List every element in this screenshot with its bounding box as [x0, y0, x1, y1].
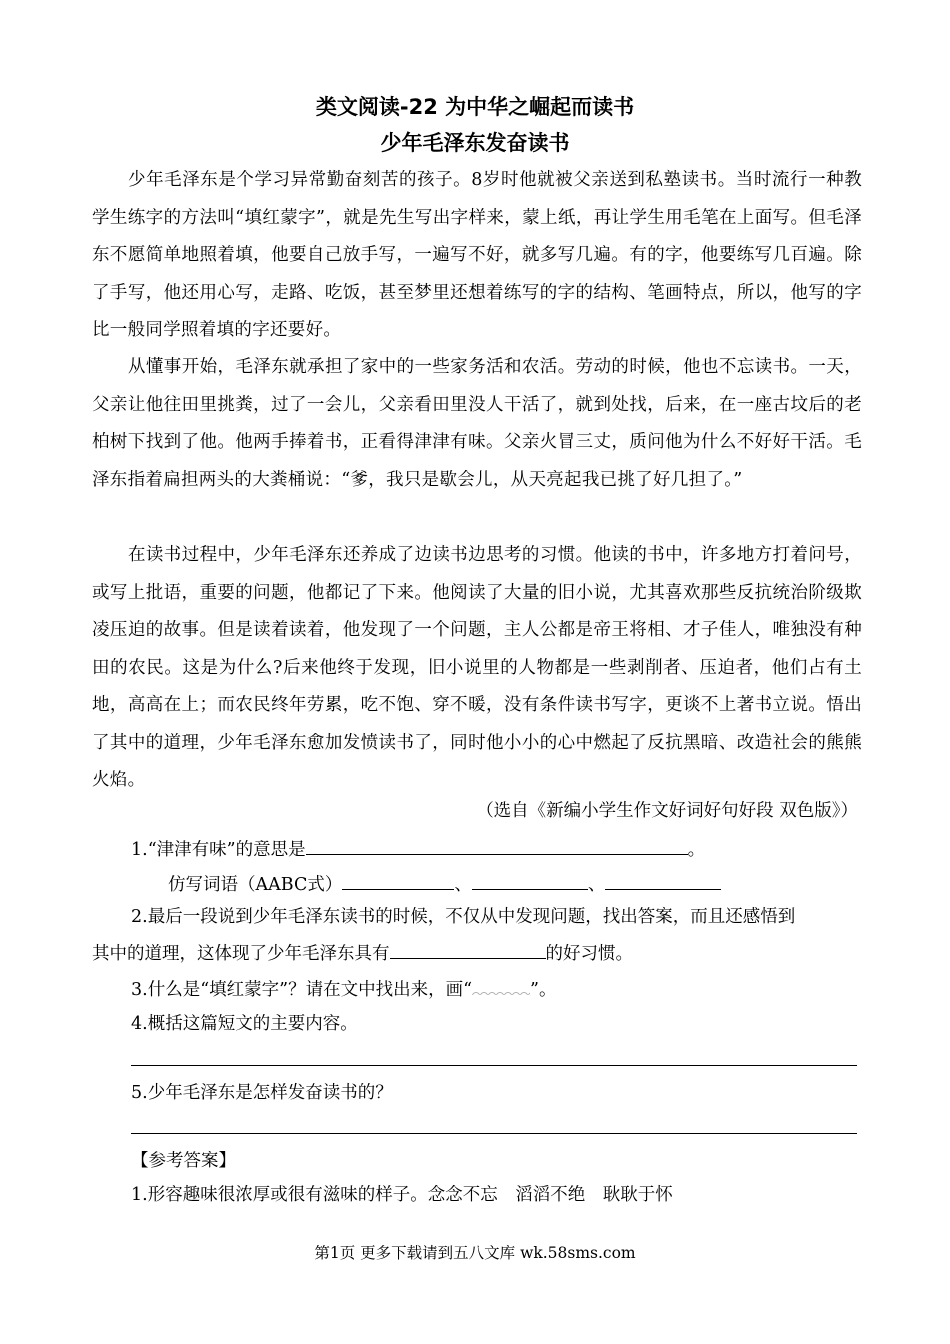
question-5: 5.少年毛泽东是怎样发奋读书的？ [131, 1083, 393, 1103]
answer-blank-1[interactable] [306, 834, 688, 855]
question-3 [131, 975, 557, 1005]
paragraph-3: 在读书过程中，少年毛泽东还养成了边读书边思考的习惯。他读的书中，许多地方打着问号，或写上批语，重要的问题，他都记了下来。他阅读了大量的旧小说，尤其喜欢那些反抗统治阶级欺凌压迫的故事。但是读着读着，他发现了一个问题，主人公都是帝王将相、才子佳人，唯独没有种田的农民。这是为什么?后来他终于发现，旧小说里的人物都是一些剥削者、压迫者，他们占有土地，高高在上；而农民终年劳累，吃不饱、穿不暖，没有条件读书写字，更谈不上著书立说。悟出了其中的道理，少年毛泽东愈加发愤读书了，同时他小小的心中燃起了反抗黑暗、改造社会的熊熊火焰。 [92, 545, 862, 790]
separator: 、 [587, 875, 606, 895]
answer-blank-word-3[interactable] [605, 869, 721, 890]
answer-heading: 【参考答案】 [131, 1151, 236, 1171]
question-3-end: ”。 [530, 980, 557, 1000]
article-title: 少年毛泽东发奋读书 [380, 131, 570, 155]
document-title: 类文阅读-22 为中华之崛起而读书 [315, 95, 635, 119]
question-1-imitate-text: 仿写词语（AABC式） [168, 875, 343, 895]
answer-blank-word-2[interactable] [472, 869, 588, 890]
question-3-text: 3.什么是“填红蒙字”？请在文中找出来，画“ [131, 980, 473, 1000]
question-2-line-2 [92, 938, 633, 969]
answer-line-5[interactable] [131, 1133, 857, 1134]
question-4: 4.概括这篇短文的主要内容。 [131, 1014, 358, 1034]
answer-line-4[interactable] [131, 1065, 857, 1066]
question-2-text: 其中的道理，这体现了少年毛泽东具有 [92, 944, 390, 964]
answer-blank-word-1[interactable] [342, 869, 454, 890]
answer-1: 1.形容趣味很浓厚或很有滋味的样子。念念不忘 滔滔不绝 耿耿于怀 [131, 1185, 673, 1205]
page-footer: 第1页 更多下载请到五八文库 wk.58sms.com [314, 1244, 636, 1262]
separator: 、 [454, 875, 472, 895]
paragraph-2: 从懂事开始，毛泽东就承担了家中的一些家务活和农活。劳动的时候，他也不忘读书。一天，父亲让他往田里挑粪，过了一会儿，父亲看田里没人干活了，就到处找，后来，在一座古坟后的老柏树下找到了他。他两手捧着书，正看得津津有味。父亲火冒三丈，质问他为什么不好好干活。毛泽东指着扁担两头的大粪桶说：“爹，我只是歇会儿，从天亮起我已挑了好几担了。” [92, 357, 862, 490]
answer-blank-2[interactable] [390, 938, 546, 959]
question-2-end: 的好习惯。 [545, 944, 633, 964]
question-1-end: 。 [687, 840, 706, 860]
question-1 [131, 834, 705, 865]
source-citation: （选自《新编小学生作文好词好句好段 双色版》） [476, 801, 858, 821]
wavy-underline-icon [472, 977, 530, 995]
question-2-line-1: 2.最后一段说到少年毛泽东读书的时候，不仅从中发现问题，找出答案，而且还感悟到 [131, 907, 796, 927]
paragraph-1: 少年毛泽东是个学习异常勤奋刻苦的孩子。8岁时他就被父亲送到私塾读书。当时流行一种教学生练字的方法叫“填红蒙字”，就是先生写出字样来，蒙上纸，再让学生用毛笔在上面写。但毛泽东不愿简单地照着填，他要自己放手写，一遍写不好，就多写几遍。有的字，他要练写几百遍。除了手写，他还用心写，走路、吃饭，甚至梦里还想着练写的字的结构、笔画特点，所以，他写的字比一般同学照着填的字还要好。 [92, 170, 862, 340]
question-1-text: 1.“津津有味”的意思是 [131, 840, 306, 860]
question-1-imitate [168, 869, 721, 900]
